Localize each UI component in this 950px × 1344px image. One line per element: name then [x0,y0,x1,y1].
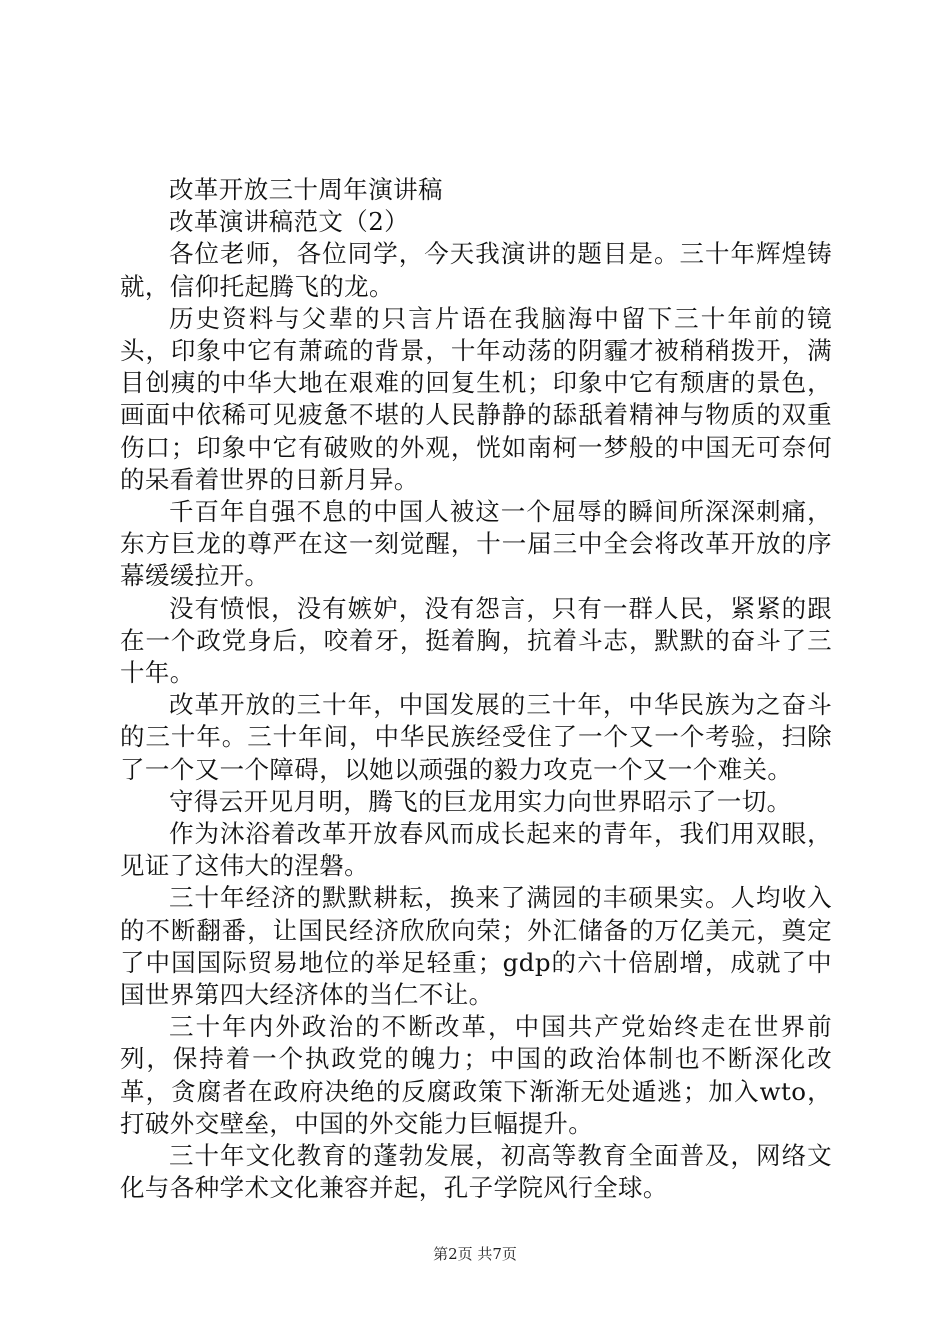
paragraph: 历史资料与父辈的只言片语在我脑海中留下三十年前的镜头，印象中它有萧疏的背景，十年动荡的阴霾才被稍稍拨开，满目创痍的中华大地在艰难的回复生机；印象中它有颓唐的景色，画面中依稀可见疲惫不堪的人民静静的舔舐着精神与物质的双重伤口；印象中它有破败的外观，恍如南柯一梦般的中国无可奈何的呆看着世界的日新月异。 [120,303,832,494]
paragraph: 三十年经济的默默耕耘，换来了满园的丰硕果实。人均收入的不断翻番，让国民经济欣欣向荣；外汇储备的万亿美元，奠定了中国国际贸易地位的举足轻重；gdp的六十倍剧增，成就了中国世界第四大经济体的当仁不让。 [120,883,832,1010]
paragraph: 三十年文化教育的蓬勃发展，初高等教育全面普及，网络文化与各种学术文化兼容并起，孔子学院风行全球。 [120,1141,832,1203]
paragraph: 千百年自强不息的中国人被这一个屈辱的瞬间所深深刺痛，东方巨龙的尊严在这一刻觉醒，十一届三中全会将改革开放的序幕缓缓拉开。 [120,497,832,591]
document-subtitle: 改革演讲稿范文（2） [169,207,410,237]
paragraph: 改革开放的三十年，中国发展的三十年，中华民族为之奋斗的三十年。三十年间，中华民族经受住了一个又一个考验，扫除了一个又一个障碍，以她以顽强的毅力攻克一个又一个难关。 [120,690,832,784]
paragraph: 三十年内外政治的不断改革，中国共产党始终走在世界前列，保持着一个执政党的魄力；中国的政治体制也不断深化改革，贪腐者在政府决绝的反腐政策下渐渐无处遁逃；加入wto，打破外交壁垒，中国的外交能力巨幅提升。 [120,1012,832,1138]
paragraph: 守得云开见月明，腾飞的巨龙用实力向世界昭示了一切。 [169,786,792,816]
document-title: 改革开放三十周年演讲稿 [169,175,443,204]
paragraph: 没有愤恨，没有嫉妒，没有怨言，只有一群人民，紧紧的跟在一个政党身后，咬着牙，挺着胸，抗着斗志，默默的奋斗了三十年。 [120,593,832,688]
paragraph: 作为沐浴着改革开放春风而成长起来的青年，我们用双眼，见证了这伟大的涅磐。 [120,819,832,881]
paragraph: 各位老师，各位同学，今天我演讲的题目是。三十年辉煌铸就，信仰托起腾飞的龙。 [120,239,832,301]
document-body [120,174,832,1205]
page-number: 第2页 共7页 [433,1245,517,1263]
